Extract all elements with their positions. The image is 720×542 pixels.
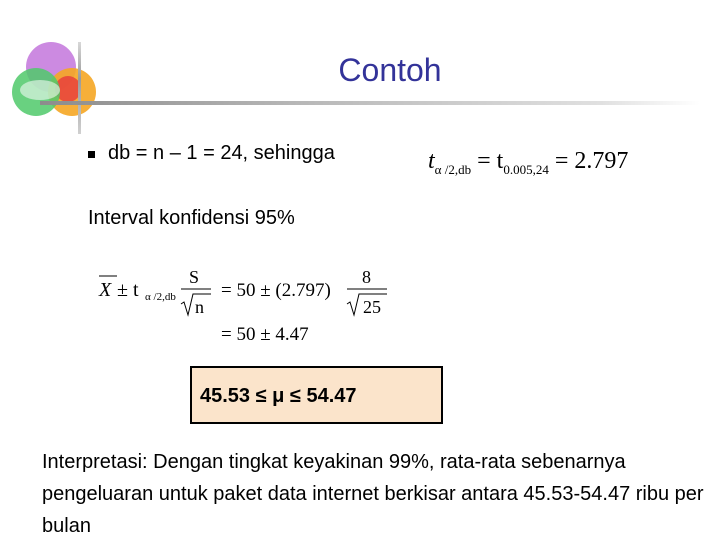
s-denominator: n: [195, 297, 204, 317]
s-numerator: S: [189, 267, 200, 287]
t-equals: = t: [471, 148, 504, 174]
slide-title: Contoh: [338, 52, 442, 88]
result-text: 45.53 ≤ μ ≤ 54.47: [200, 385, 357, 407]
logo-circles: [0, 0, 110, 140]
header-vertical-rule: [78, 42, 81, 134]
rhs-line-1: = 50 ± (2.797): [221, 280, 331, 301]
pm-t: ± t: [117, 279, 139, 301]
formula-t-subscript: α /2,db: [145, 291, 176, 303]
rhs-numerator: 8: [362, 267, 371, 287]
t-symbol: t: [428, 148, 435, 174]
rhs-line-2: = 50 ± 4.47: [221, 324, 309, 345]
xbar-symbol: X: [99, 279, 112, 301]
t-subscript: α /2,db: [434, 162, 472, 177]
rhs-denominator: 25: [363, 297, 381, 317]
bullet-icon: [88, 151, 95, 158]
interpretation-text: Interpretasi: Dengan tingkat keyakinan 99%, rata-rata sebenarnya pengeluaran untuk paket data internet berkisar antara 45.53-54.47 ribu per bulan: [42, 451, 704, 537]
interval-label: Interval konfidensi 95%: [88, 207, 295, 229]
header-horizontal-rule: [40, 101, 700, 105]
t-value-equation: [428, 148, 628, 175]
confidence-interval-formula: [95, 262, 405, 352]
t-result: = 2.797: [548, 148, 629, 174]
bullet-text: db = n – 1 = 24, sehingga: [108, 142, 335, 164]
t-value-subscript: 0.005,24: [503, 162, 549, 177]
